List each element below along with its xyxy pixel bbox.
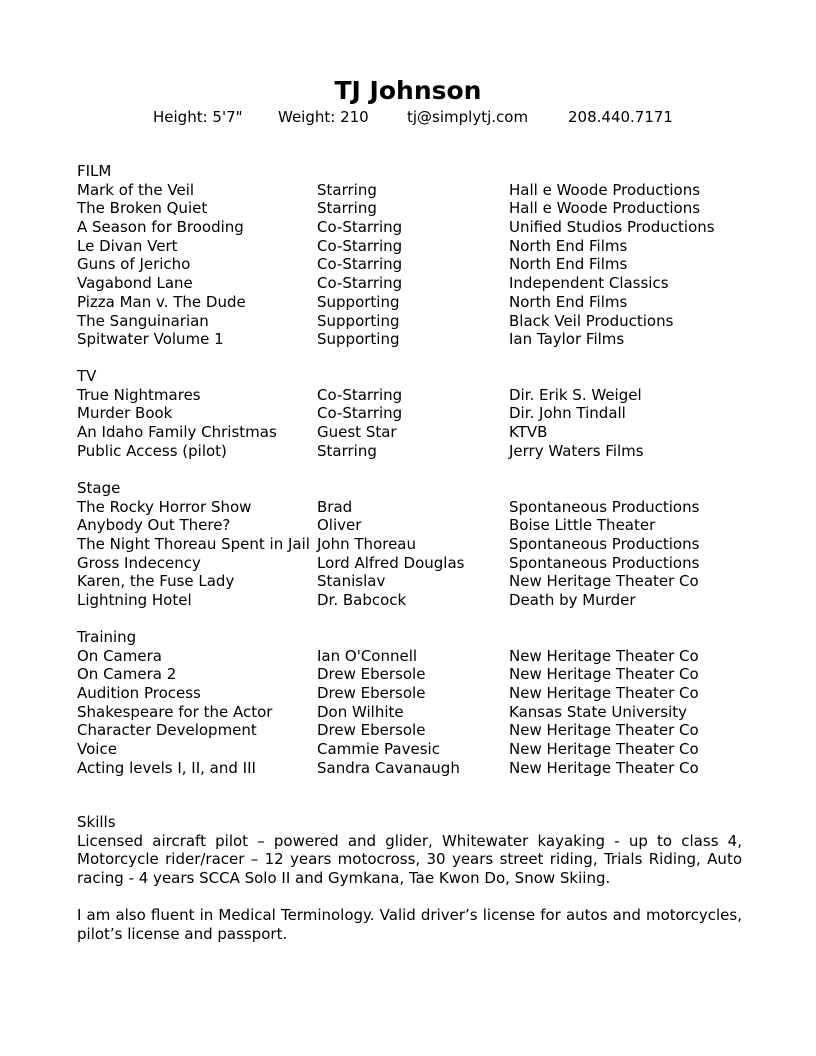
credit-role: Drew Ebersole (317, 665, 426, 684)
credit-row (77, 647, 757, 666)
credit-title: On Camera 2 (77, 665, 177, 684)
credit-role: Ian O'Connell (317, 646, 418, 665)
training-credits (77, 647, 757, 778)
credit-role: Supporting (317, 311, 400, 330)
credit-row (77, 684, 757, 703)
credit-company: New Heritage Theater Co (509, 684, 699, 703)
credit-company: New Heritage Theater Co (509, 740, 699, 759)
credit-company: Death by Murder (509, 591, 636, 610)
credit-title: On Camera (77, 646, 162, 665)
credit-row (77, 591, 757, 610)
credit-row (77, 218, 757, 237)
credit-company: Ian Taylor Films (509, 330, 625, 349)
credit-row (77, 423, 757, 442)
stage-section (77, 479, 757, 610)
credit-role: Co-Starring (317, 404, 403, 423)
credit-title: Le Divan Vert (77, 236, 178, 255)
film-credits (77, 181, 757, 349)
credit-row (77, 721, 757, 740)
credit-company: North End Films (509, 292, 628, 311)
credit-title: Spitwater Volume 1 (77, 330, 224, 349)
credit-role: Cammie Pavesic (317, 740, 440, 759)
stage-credits (77, 498, 757, 610)
credit-company: Spontaneous Productions (509, 553, 700, 572)
credit-company: North End Films (509, 255, 628, 274)
credit-company: Independent Classics (509, 274, 669, 293)
credit-company: Hall e Woode Productions (509, 199, 701, 218)
credit-role: Co-Starring (317, 218, 403, 237)
film-section-title: FILM (77, 162, 112, 180)
credit-title: The Broken Quiet (77, 199, 208, 218)
credit-company: Unified Studios Productions (509, 218, 715, 237)
credit-title: Gross Indecency (77, 553, 201, 572)
credit-role: Oliver (317, 516, 362, 535)
training-section (77, 628, 757, 778)
credit-company: New Heritage Theater Co (509, 665, 699, 684)
credit-row (77, 498, 757, 517)
credit-company: Spontaneous Productions (509, 497, 700, 516)
credit-row (77, 386, 757, 405)
tv-credits (77, 386, 757, 461)
credit-title: Public Access (pilot) (77, 441, 227, 460)
credit-role: Co-Starring (317, 236, 403, 255)
credit-company: Spontaneous Productions (509, 535, 700, 554)
credit-title: An Idaho Family Christmas (77, 423, 277, 442)
tv-section (77, 367, 757, 460)
credit-title: Karen, the Fuse Lady (77, 572, 235, 591)
credit-company: Kansas State University (509, 702, 688, 721)
credit-row (77, 181, 757, 200)
credit-title: Acting levels I, II, and III (77, 758, 256, 777)
credit-title: The Rocky Horror Show (77, 497, 252, 516)
credit-role: Co-Starring (317, 385, 403, 404)
credit-title: The Night Thoreau Spent in Jail (77, 535, 310, 554)
credit-title: Vagabond Lane (77, 274, 193, 293)
credit-role: Dr. Babcock (317, 591, 407, 610)
credit-row (77, 293, 757, 312)
credit-title: Character Development (77, 721, 257, 740)
credit-title: Lightning Hotel (77, 591, 192, 610)
credit-row (77, 759, 757, 778)
credit-role: Supporting (317, 330, 400, 349)
credit-row (77, 516, 757, 535)
credit-company: Jerry Waters Films (509, 441, 644, 460)
credit-row (77, 237, 757, 256)
weight-info: Weight: 210 (278, 108, 369, 126)
credit-row (77, 255, 757, 274)
credit-title: Voice (77, 740, 117, 759)
credit-company: North End Films (509, 236, 628, 255)
credit-title: Audition Process (77, 684, 201, 703)
credit-row (77, 703, 757, 722)
credit-row (77, 199, 757, 218)
credit-title: Murder Book (77, 404, 173, 423)
credit-company: Dir. John Tindall (509, 404, 626, 423)
credit-row (77, 665, 757, 684)
credit-title: The Sanguinarian (77, 311, 209, 330)
height-info: Height: 5'7" (153, 108, 243, 126)
skills-section (77, 813, 742, 944)
credit-role: Co-Starring (317, 255, 403, 274)
credit-role: Co-Starring (317, 274, 403, 293)
stage-section-title: Stage (77, 479, 121, 497)
credit-role: Brad (317, 497, 353, 516)
credit-company: New Heritage Theater Co (509, 646, 699, 665)
credit-company: Black Veil Productions (509, 311, 674, 330)
credit-role: Starring (317, 441, 377, 460)
credit-company: Dir. Erik S. Weigel (509, 385, 642, 404)
credit-row (77, 274, 757, 293)
credit-title: Pizza Man v. The Dude (77, 292, 246, 311)
credit-role: Sandra Cavanaugh (317, 758, 460, 777)
credit-row (77, 572, 757, 591)
credit-title: Mark of the Veil (77, 180, 195, 199)
credit-role: Lord Alfred Douglas (317, 553, 465, 572)
contact-info (0, 107, 816, 127)
credit-role: Guest Star (317, 423, 397, 442)
phone-number: 208.440.7171 (568, 108, 673, 126)
credit-row (77, 554, 757, 573)
credit-role: Drew Ebersole (317, 721, 426, 740)
credit-title: True Nightmares (77, 385, 201, 404)
credit-row (77, 442, 757, 461)
training-section-title: Training (77, 628, 137, 646)
skills-paragraph: Licensed aircraft pilot – powered and glider, Whitewater kayaking - up to class 4, Motorcycle rider/racer – 12 years motocross, 30 years street riding, Trials Riding, Auto racing - 4 years SCCA Solo II and Gymkana, Tae Kwon Do, Snow Skiing. (77, 831, 742, 888)
actor-name: TJ Johnson (334, 76, 482, 105)
credit-role: Starring (317, 199, 377, 218)
credit-role: Drew Ebersole (317, 684, 426, 703)
tv-section-title: TV (77, 367, 97, 385)
credit-company: Boise Little Theater (509, 516, 656, 535)
email-address: tj@simplytj.com (407, 108, 529, 126)
credit-company: New Heritage Theater Co (509, 758, 699, 777)
credit-title: Anybody Out There? (77, 516, 231, 535)
credit-company: New Heritage Theater Co (509, 721, 699, 740)
credit-row (77, 404, 757, 423)
credit-row (77, 535, 757, 554)
credit-role: John Thoreau (317, 535, 416, 554)
credit-role: Stanislav (317, 572, 386, 591)
credit-row (77, 330, 757, 349)
film-section (77, 162, 757, 349)
credit-role: Supporting (317, 292, 400, 311)
credit-row (77, 312, 757, 331)
credit-role: Don Wilhite (317, 702, 404, 721)
credit-title: A Season for Brooding (77, 218, 244, 237)
additional-skills-paragraph: I am also fluent in Medical Terminology. Valid driver’s license for autos and motorcycles, pilot’s license and passport. (77, 906, 742, 944)
credit-title: Guns of Jericho (77, 255, 191, 274)
credit-title: Shakespeare for the Actor (77, 702, 273, 721)
credit-company: Hall e Woode Productions (509, 180, 701, 199)
credit-role: Starring (317, 180, 377, 199)
credit-company: New Heritage Theater Co (509, 572, 699, 591)
credit-company: KTVB (509, 423, 548, 442)
credit-row (77, 740, 757, 759)
skills-section-title: Skills (77, 813, 116, 831)
